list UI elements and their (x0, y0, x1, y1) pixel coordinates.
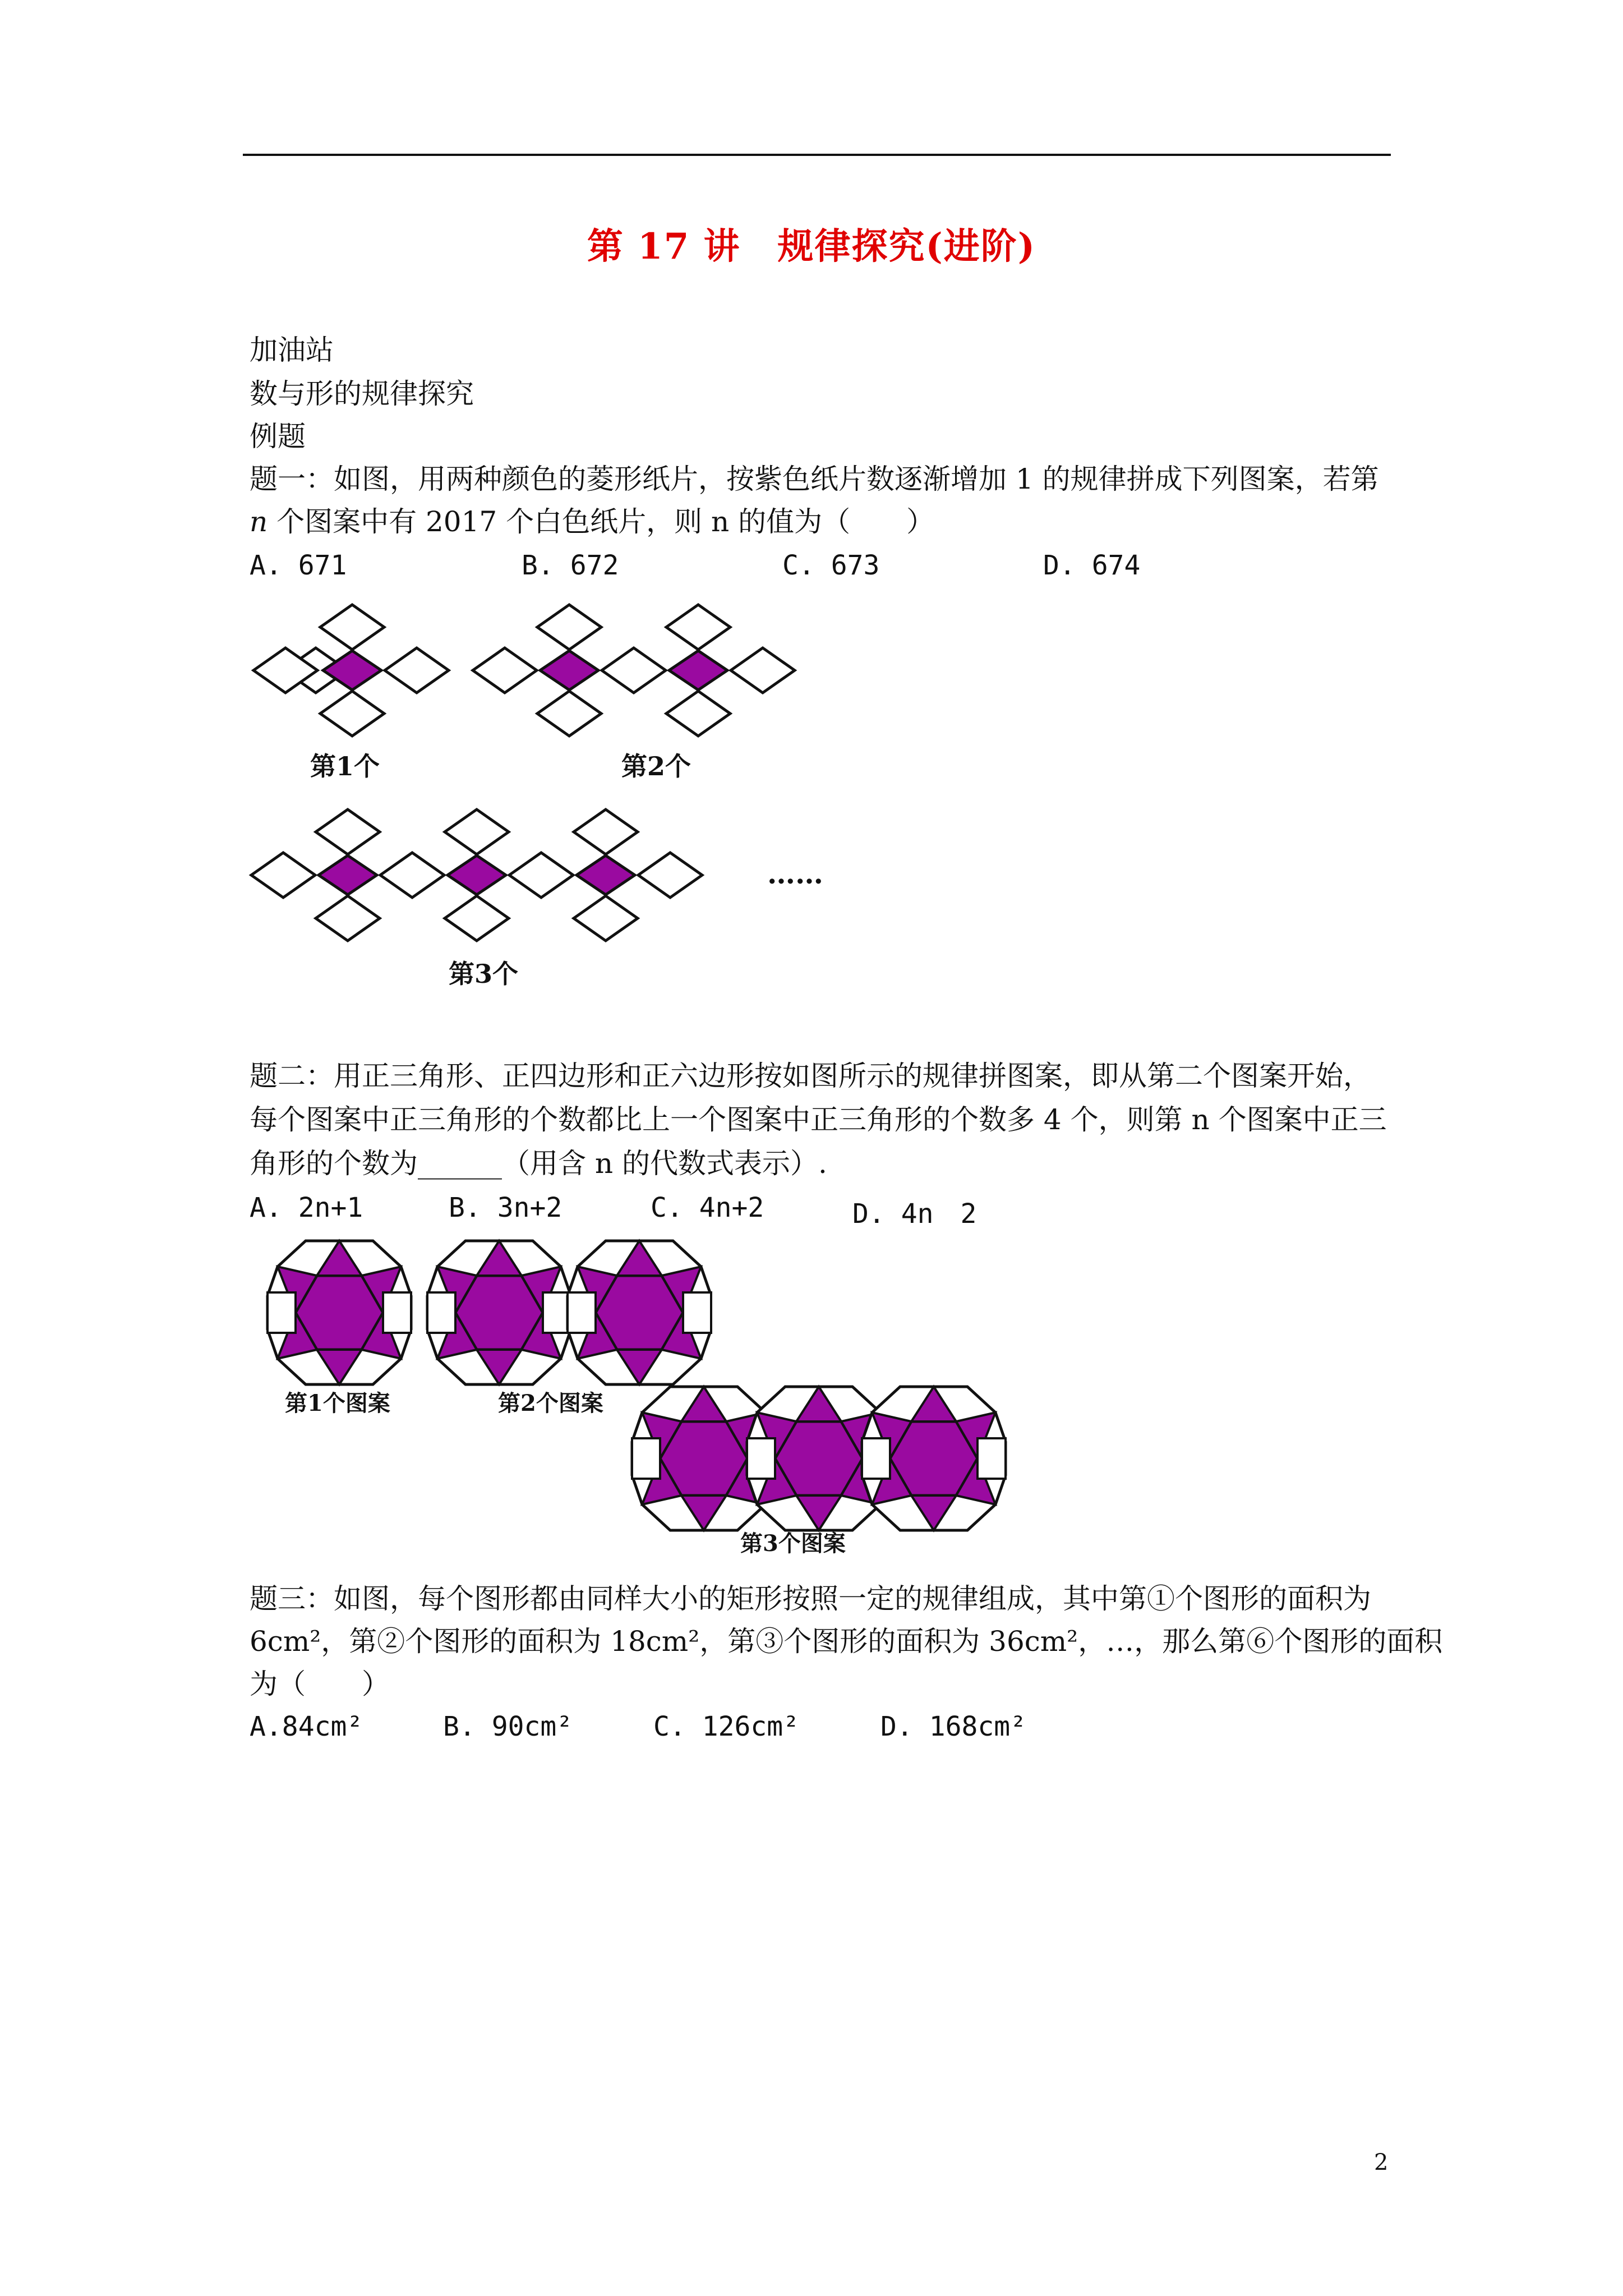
header-rule (243, 154, 1391, 156)
rhombus-pattern-3 (247, 805, 729, 945)
q3-option-a: A.84cm² (250, 1711, 363, 1742)
page-title: 第 17 讲 规律探究(进阶) (587, 226, 1036, 268)
q1-caption-3: 第3个 (449, 959, 519, 989)
page-number: 2 (1374, 2150, 1389, 2175)
q3-line1: 题三：如图，每个图形都由同样大小的矩形按照一定的规律组成，其中第①个图形的面积为 (250, 1582, 1371, 1615)
q2-option-d: D. 4n 2 (852, 1198, 977, 1230)
q1-caption-1: 第1个 (310, 751, 380, 781)
tiling-pattern-3 (628, 1380, 1009, 1537)
q2-caption-2: 第2个图案 (498, 1390, 603, 1416)
section-label: 加油站 (250, 334, 334, 366)
q2-caption-1: 第1个图案 (285, 1390, 390, 1416)
q1-line1: 题一：如图，用两种颜色的菱形纸片，按紫色纸片数逐渐增加 1 的规律拼成下列图案，若第 (250, 463, 1379, 495)
q2-option-b: B. 3n+2 (449, 1192, 562, 1223)
q3-line3: 为（ ） (250, 1668, 390, 1700)
rhombus-pattern-1 (247, 600, 460, 740)
q2-line2: 每个图案中正三角形的个数都比上一个图案中正三角形的个数多 4 个，则第 n 个图案中正三 (250, 1103, 1387, 1136)
q2-line1: 题二：用正三角形、正四边形和正六边形按如图所示的规律拼图案，即从第二个图案开始， (250, 1060, 1371, 1092)
tiling-pattern-1-and-2 (264, 1234, 712, 1391)
q2-option-c: C. 4n+2 (651, 1192, 764, 1223)
q3-option-b: B. 90cm² (443, 1711, 573, 1742)
q3-line2: 6cm²，第②个图形的面积为 18cm²，第③个图形的面积为 36cm²，…，那么第⑥个图形的面积 (250, 1625, 1443, 1658)
rhombus-pattern-2 (468, 600, 816, 740)
q1-caption-2: 第2个 (621, 751, 691, 781)
q1-option-c: C. 673 (782, 550, 880, 581)
q1-option-d: D. 674 (1043, 550, 1141, 581)
q2-caption-3: 第3个图案 (740, 1530, 846, 1557)
q3-option-c: C. 126cm² (653, 1711, 800, 1742)
q1-option-a: A. 671 (250, 550, 347, 581)
q1-option-b: B. 672 (522, 550, 619, 581)
section-heading: 数与形的规律探究 (250, 378, 474, 410)
q1-ellipsis: …… (767, 857, 823, 890)
q2-line3: 角形的个数为______（用含 n 的代数式表示）. (250, 1147, 827, 1180)
q1-line2: n 个图案中有 2017 个白色纸片，则 n 的值为（ ） (250, 505, 935, 538)
example-label: 例题 (250, 420, 306, 453)
q3-option-d: D. 168cm² (880, 1711, 1027, 1742)
q2-option-a: A. 2n+1 (250, 1192, 363, 1223)
